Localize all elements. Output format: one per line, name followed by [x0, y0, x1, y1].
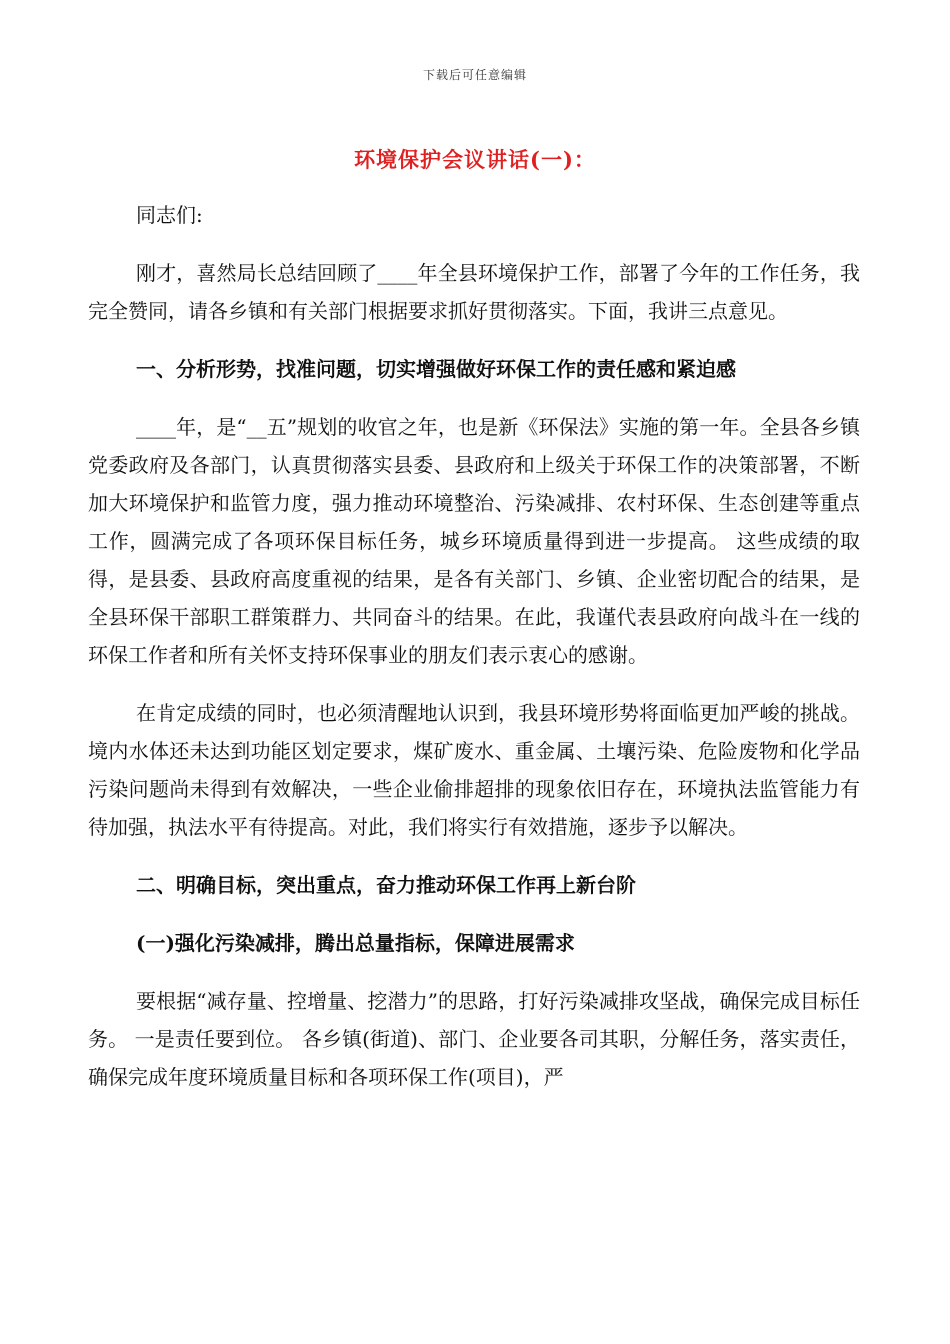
section-1-paragraph-1: ____年，是“__五”规划的收官之年，也是新《环保法》实施的第一年。全县各乡镇党委政府及各部门，认真贯彻落实县委、县政府和上级关于环保工作的决策部署，不断加大环境保护和监管力度，强力推动环境整治、污染减排、农村环保、生态创建等重点工作，圆满完成了各项环保目标任务，城乡环境质量得到进一步提高。 这些成绩的取得，是县委、县政府高度重视的结果，是各有关部门、乡镇、企业密切配合的结果，是全县环保干部职工群策群力、共同奋斗的结果。在此，我谨代表县政府向战斗在一线的环保工作者和所有关怀支持环保事业的朋友们表示衷心的感谢。 — [88, 415, 860, 667]
section-1-heading: 一、分析形势，找准问题，切实增强做好环保工作的责任感和紧迫感 — [136, 357, 736, 381]
header-note: 下载后可任意编辑 — [422, 68, 527, 82]
document-body — [88, 196, 860, 1116]
document-title: 环境保护会议讲话(一)： — [354, 147, 596, 172]
section-1-paragraph-2: 在肯定成绩的同时，也必须清醒地认识到，我县环境形势将面临更加严峻的挑战。境内水体还未达到功能区划定要求，煤矿废水、重金属、土壤污染、危险废物和化学品污染问题尚未得到有效解决，一些企业偷排超排的现象依旧存在，环境执法监管能力有待加强，执法水平有待提高。对此，我们将实行有效措施，逐步予以解决。 — [88, 701, 860, 839]
section-2-heading: 二、明确目标，突出重点，奋力推动环保工作再上新台阶 — [136, 873, 636, 897]
section-2-subheading-1: (一)强化污染减排，腾出总量指标，保障进展需求 — [136, 931, 575, 955]
greeting-paragraph: 同志们: — [136, 203, 203, 227]
intro-paragraph: 刚才，喜然局长总结回顾了____年全县环境保护工作，部署了今年的工作任务，我完全赞同，请各乡镇和有关部门根据要求抓好贯彻落实。下面，我讲三点意见。 — [88, 261, 860, 323]
section-2-sub-1-paragraph-1: 要根据“减存量、控增量、挖潜力”的思路，打好污染减排攻坚战，确保完成目标任务。 一是责任要到位。 各乡镇(街道)、部门、企业要各司其职，分解任务，落实责任，确保完成年度环境质量目标和各项环保工作(项目)，严 — [88, 989, 860, 1089]
